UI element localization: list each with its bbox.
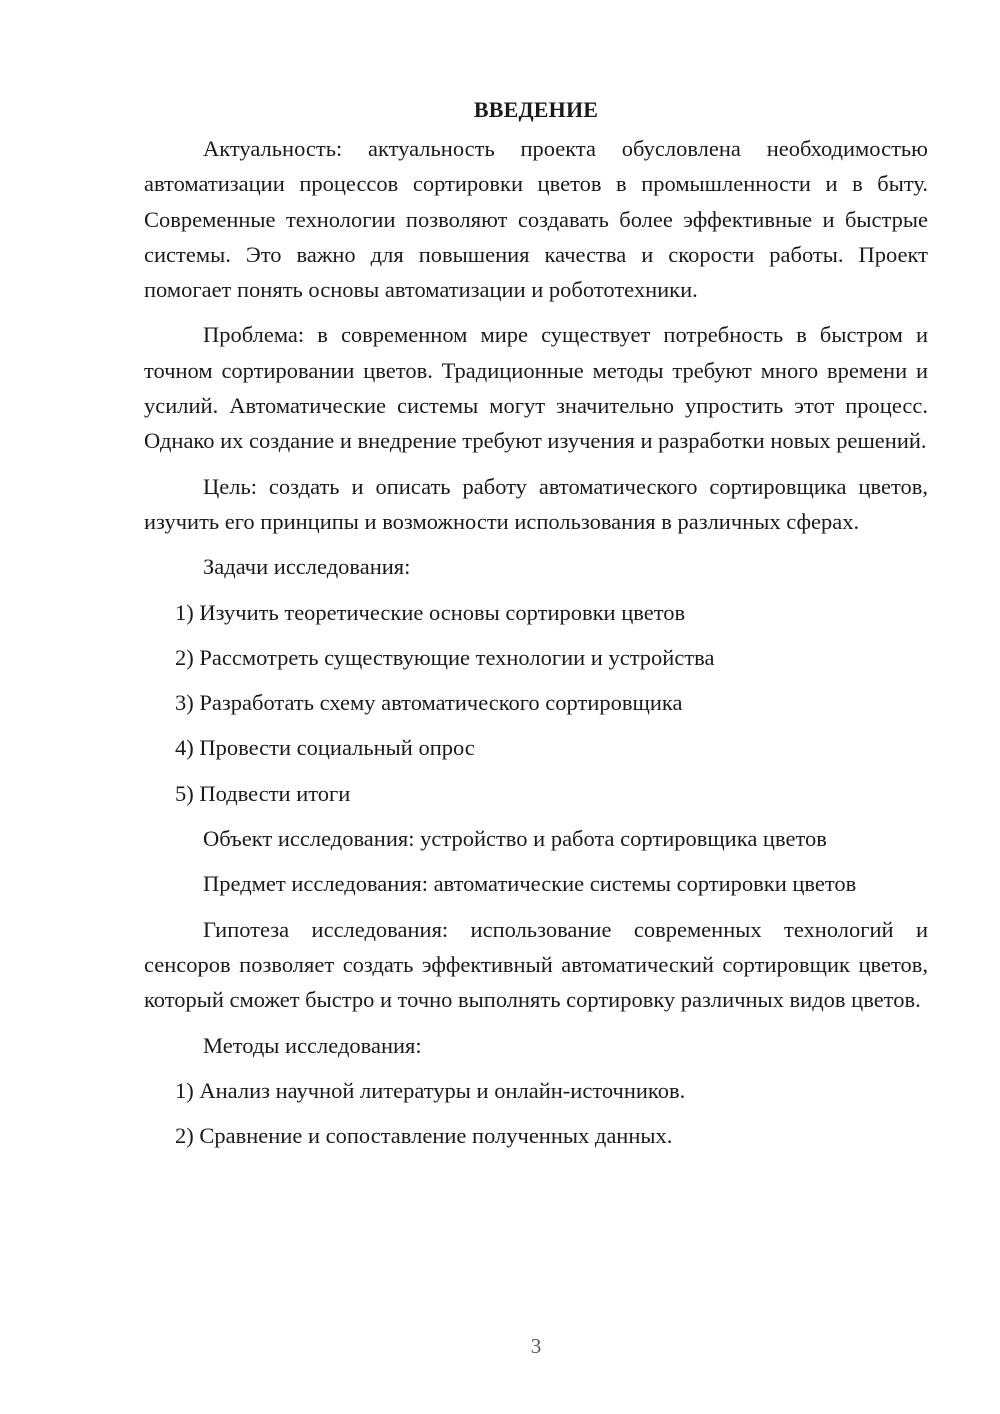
section-title: ВВЕДЕНИЕ [473,97,599,122]
page-number: 3 [530,1334,542,1358]
task-item-2: 2) Рассмотреть существующие технологии и устройства [175,644,715,670]
relevance-paragraph: Актуальность: актуальность проекта обусловлена необходимостью автоматизации процессов сортировки цветов в промышленности и в быту. Современные технологии позволяют создавать более эффективные и быстрые системы. Это важно для повышения качества и скорости работы. Проект помогает понять основы автоматизации и робототехники. [144,136,928,303]
task-item-3: 3) Разработать схему автоматического сортировщика [175,690,683,716]
methods-heading: Методы исследования: [203,1032,422,1058]
problem-paragraph: Проблема: в современном мире существует потребность в быстром и точном сортировании цветов. Традиционные методы требуют много времени и усилий. Автоматические системы могут значительно упростить этот процесс. Однако их создание и внедрение требуют изучения и разработки новых решений. [144,322,928,454]
task-item-1: 1) Изучить теоретические основы сортировки цветов [175,599,686,625]
task-item-4: 4) Провести социальный опрос [175,735,475,761]
tasks-heading: Задачи исследования: [203,554,411,580]
method-item-1: 1) Анализ научной литературы и онлайн-источников. [175,1077,686,1103]
task-item-5: 5) Подвести итоги [175,780,351,806]
object-line: Объект исследования: устройство и работа сортировщика цветов [203,826,827,852]
document-page [144,92,928,1153]
method-item-2: 2) Сравнение и сопоставление полученных данных. [175,1123,673,1149]
subject-line: Предмет исследования: автоматические системы сортировки цветов [203,871,857,897]
goal-paragraph: Цель: создать и описать работу автоматического сортировщика цветов, изучить его принципы и возможности использования в различных сферах. [144,473,928,534]
hypothesis-paragraph: Гипотеза исследования: использование современных технологий и сенсоров позволяет создать эффективный автоматический сортировщик цветов, который сможет быстро и точно выполнять сортировку различных видов цветов. [144,916,928,1013]
